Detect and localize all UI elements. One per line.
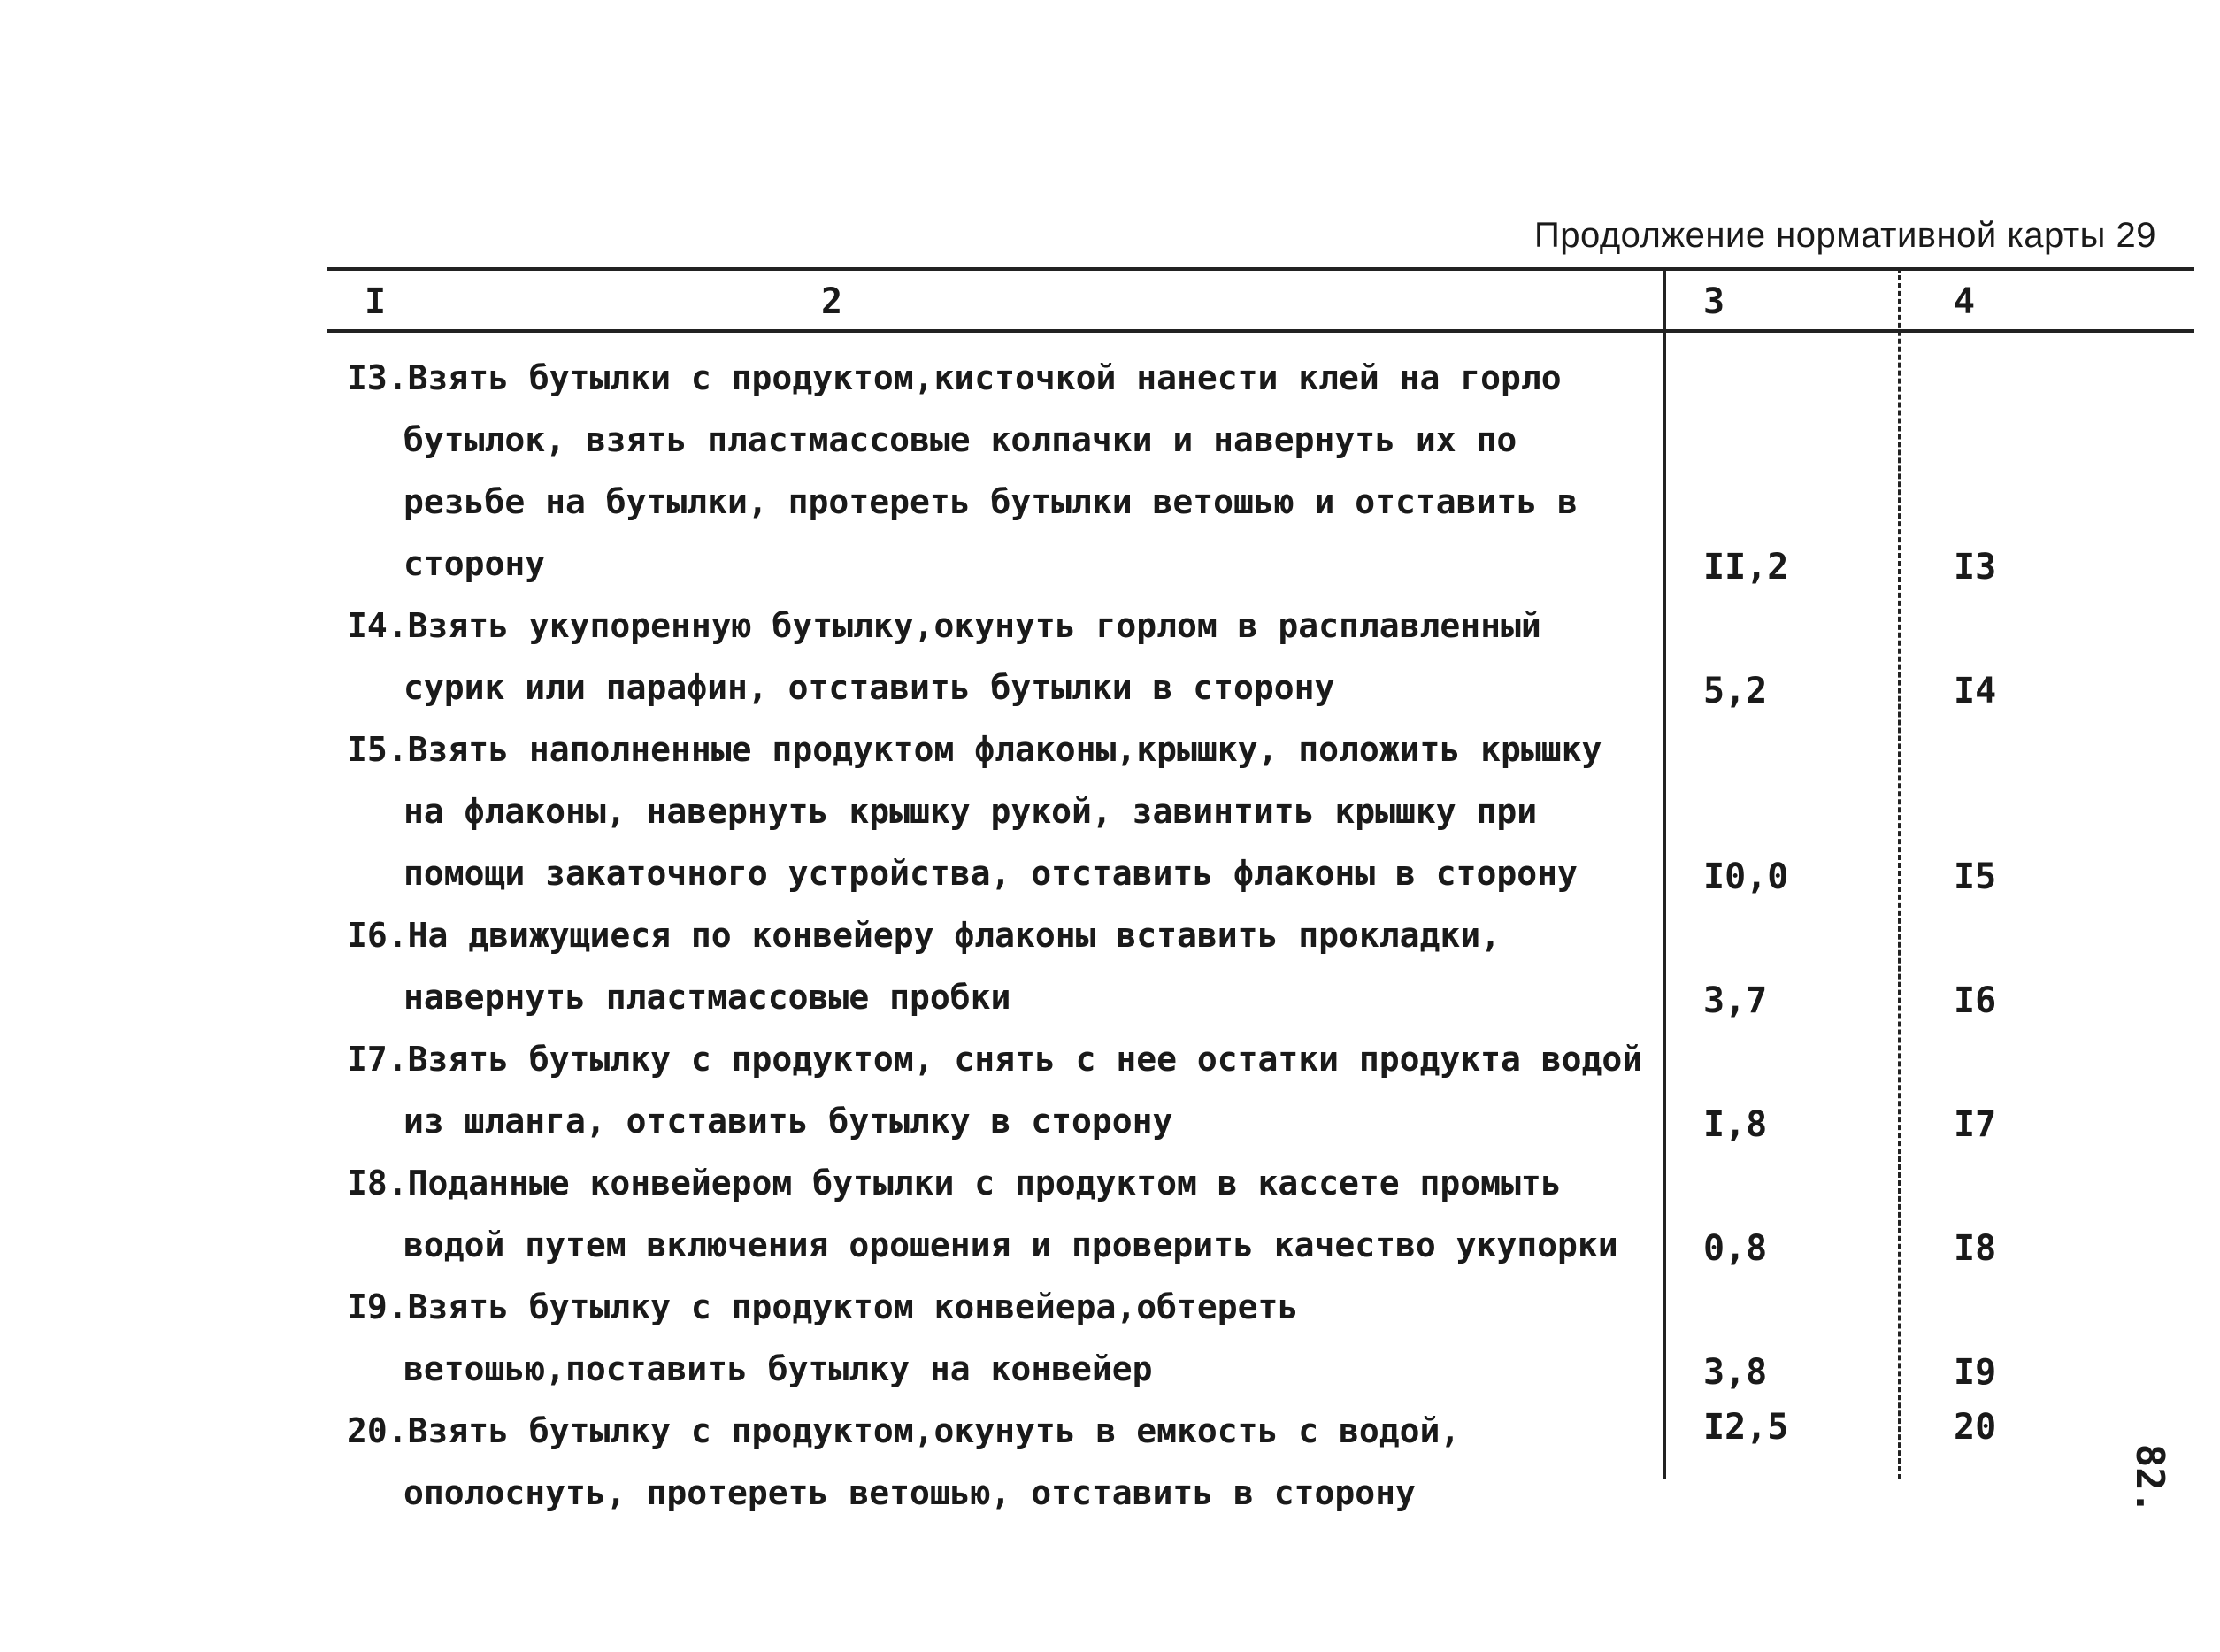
operation-description: I7.Взять бутылку с продуктом, снять с нее остатки продукта водой из шланга, отставить бутылку в сторону — [347, 1040, 1663, 1141]
table-row — [0, 595, 2220, 718]
operation-description: I6.На движущиеся по конвейеру флаконы вставить прокладки, навернуть пластмассовые пробки — [347, 916, 1521, 1017]
operation-number: I7 — [1954, 1104, 1997, 1145]
time-value: I0,0 — [1703, 857, 1789, 897]
time-value: II,2 — [1703, 547, 1789, 588]
page-number: 82. — [2126, 1443, 2172, 1515]
time-value: 3,7 — [1703, 980, 1768, 1021]
operation-description: 20.Взять бутылку с продуктом,окунуть в емкость с водой, ополоснуть, протереть ветошью, отставить в сторону — [347, 1411, 1481, 1512]
operation-description: I8.Поданные конвейером бутылки с продуктом в кассете промыть водой путем включения орошения и проверить качество укупорки — [347, 1164, 1618, 1264]
time-value: I,8 — [1703, 1104, 1768, 1145]
time-value: 3,8 — [1703, 1352, 1768, 1393]
operation-number: I6 — [1954, 980, 1997, 1021]
table-row — [0, 347, 2220, 595]
table-row — [0, 1400, 2220, 1524]
header-col-1: I — [365, 281, 387, 322]
operation-number: I9 — [1954, 1352, 1997, 1393]
table-row — [0, 1152, 2220, 1276]
header-col-3: 3 — [1703, 281, 1725, 322]
table-body — [0, 347, 2220, 1524]
table-header-rule — [327, 329, 2194, 333]
operation-description: I5.Взять наполненные продуктом флаконы,крышку, положить крышку на флаконы, навернуть крышку рукой, завинтить крышку при помощи закаточного устройства, отставить флаконы в сторону — [347, 730, 1623, 893]
table-row — [0, 1276, 2220, 1400]
time-value: 5,2 — [1703, 671, 1768, 711]
table-caption: Продолжение нормативной карты 29 — [1533, 216, 2156, 255]
table-row — [0, 1028, 2220, 1152]
operation-number: I5 — [1954, 857, 1997, 897]
table-row — [0, 718, 2220, 904]
operation-description: I4.Взять укупоренную бутылку,окунуть горлом в расплавленный сурик или парафин, отставить бутылки в сторону — [347, 606, 1562, 707]
operation-description: I3.Взять бутылки с продуктом,кисточкой нанести клей на горло бутылок, взять пластмассовые колпачки и навернуть их по резьбе на бутылки, протереть бутылки ветошью и отставить в сторону — [347, 358, 1598, 583]
operation-number: I8 — [1954, 1228, 1997, 1269]
operation-number: 20 — [1954, 1407, 1997, 1448]
header-col-4: 4 — [1954, 281, 1976, 322]
operation-number: I4 — [1954, 671, 1997, 711]
header-col-2: 2 — [821, 281, 843, 322]
time-value: I2,5 — [1703, 1407, 1789, 1448]
time-value: 0,8 — [1703, 1228, 1768, 1269]
table-top-rule — [327, 267, 2194, 271]
operation-number: I3 — [1954, 547, 1997, 588]
operation-description: I9.Взять бутылку с продуктом конвейера,обтереть ветошью,поставить бутылку на конвейер — [347, 1287, 1319, 1388]
table-row — [0, 904, 2220, 1028]
